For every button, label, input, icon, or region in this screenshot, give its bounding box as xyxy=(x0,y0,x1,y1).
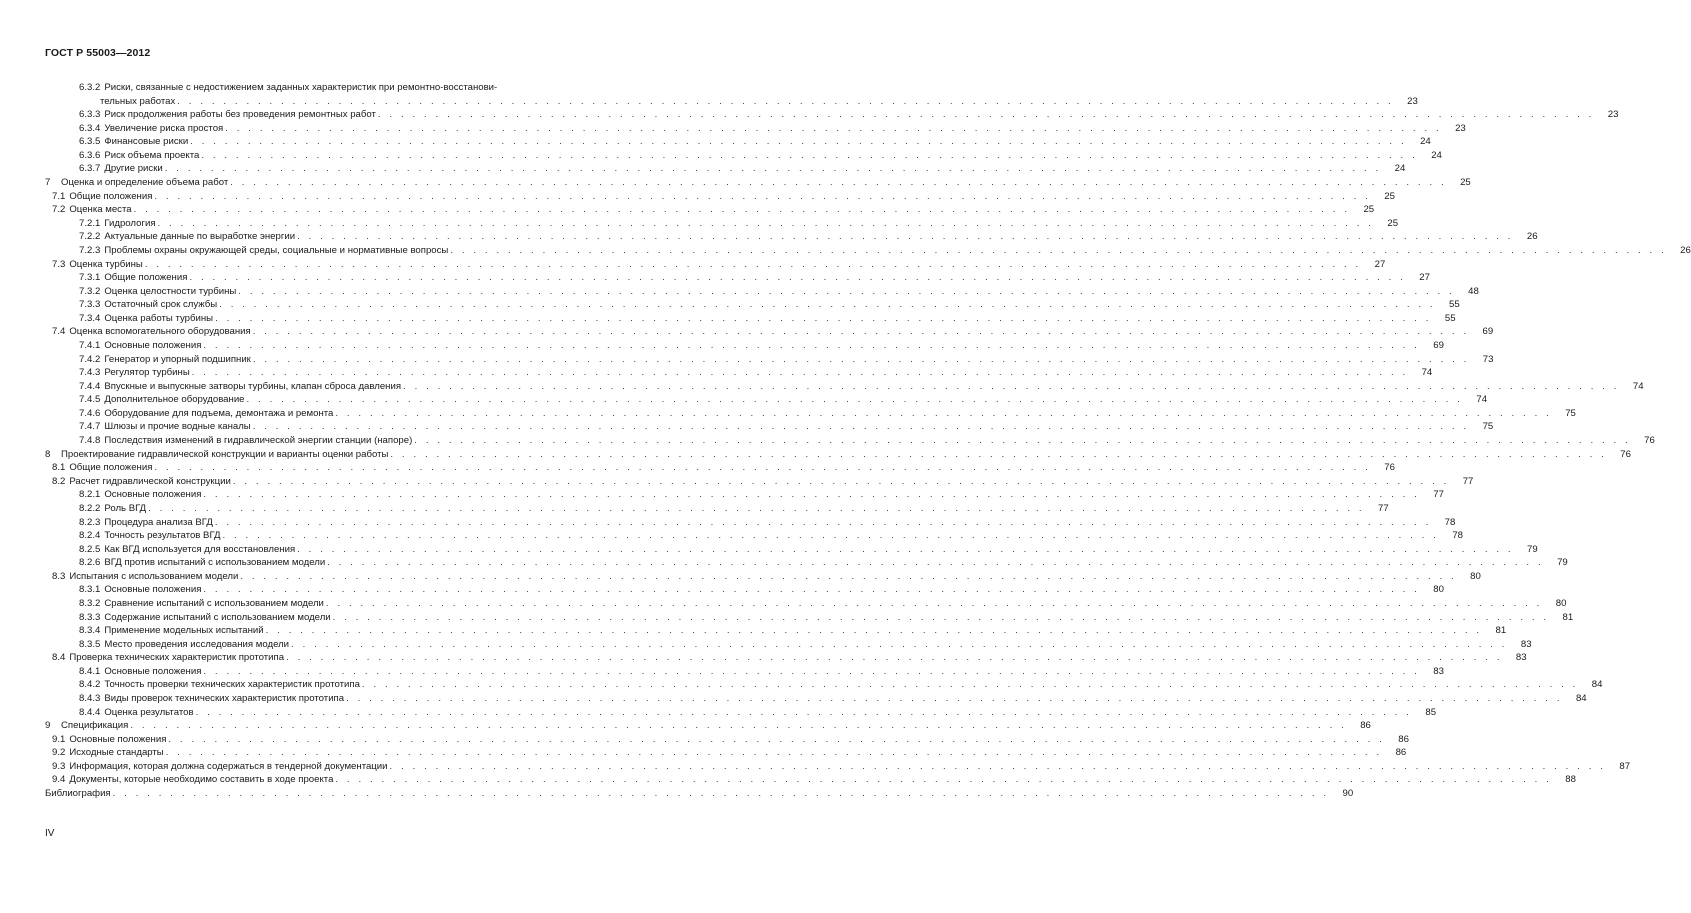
toc-entry[interactable] xyxy=(45,81,585,95)
toc-entry-number: 8.2.3 xyxy=(79,516,101,528)
toc-entry-number: 6.3.4 xyxy=(79,122,101,134)
toc-entry[interactable] xyxy=(45,773,1576,787)
toc-entry-page: 55 xyxy=(1449,299,1460,311)
toc-entry-title: Общие положения xyxy=(69,462,153,474)
toc-entry-title: Генератор и упорный подшипник xyxy=(104,353,251,365)
toc-leader-dots: . . . . . . . . . . . . . . . . . . . . . . . . . . . . . . . . . . . . . . . . . . . . . . . . . . . . . . . . . . . . . . . . . . . . . . . . . . . . . . . . . . . . . . . . . . . . . . . . . . . . . . . . . . xyxy=(332,611,1550,623)
toc-entry-page: 73 xyxy=(1482,353,1494,365)
toc-entry[interactable] xyxy=(45,597,1567,611)
toc-leader-dots: . . . . . . . . . . . . . . . . . . . . . . . . . . . . . . . . . . . . . . . . . . . . . . . . . . . . . . . . . . . . . . . . . . . . . . . . . . . . . . . . . . . . . . . . . . . . . . . . . . . . . . . . . . xyxy=(240,570,1457,582)
toc-entry-number: 8.3.3 xyxy=(79,611,101,623)
toc-entry-title: Роль ВГД xyxy=(104,502,147,514)
toc-entry[interactable] xyxy=(45,502,1389,516)
table-of-contents xyxy=(45,81,1691,801)
toc-entry-title: Основные положения xyxy=(104,665,202,677)
toc-entry[interactable] xyxy=(45,787,1354,801)
toc-entry[interactable] xyxy=(45,611,1574,625)
toc-entry-title: Расчет гидравлической конструкции xyxy=(69,475,231,487)
toc-entry[interactable] xyxy=(45,475,1474,489)
toc-leader-dots: . . . . . . . . . . . . . . . . . . . . . . . . . . . . . . . . . . . . . . . . . . . . . . . . . . . . . . . . . . . . . . . . . . . . . . . . . . . . . . . . . . . . . . . . . . . . . . . . . . . . . . . . . . xyxy=(154,190,1371,202)
toc-entry[interactable] xyxy=(45,434,1655,448)
toc-entry-title: Документы, которые необходимо составить в ходе проекта xyxy=(69,774,334,786)
toc-leader-dots: . . . . . . . . . . . . . . . . . . . . . . . . . . . . . . . . . . . . . . . . . . . . . . . . . . . . . . . . . . . . . . . . . . . . . . . . . . . . . . . . . . . . . . . . . . . . . . . . . . . . . . . . . . xyxy=(203,489,1420,501)
toc-entry-page: 86 xyxy=(1398,733,1409,745)
toc-entry-number: 7.1 xyxy=(52,190,66,202)
toc-entry-page: 24 xyxy=(1394,163,1406,175)
toc-leader-dots: . . . . . . . . . . . . . . . . . . . . . . . . . . . . . . . . . . . . . . . . . . . . . . . . . . . . . . . . . . . . . . . . . . . . . . . . . . . . . . . . . . . . . . . . . . . . . . . . . . . . . . . . . . xyxy=(133,204,1351,216)
toc-entry-title: Информация, которая должна содержаться в тендерной документации xyxy=(69,760,388,772)
toc-entry-title: Спецификация xyxy=(61,720,129,732)
toc-entry-page: 23 xyxy=(1607,109,1619,121)
toc-entry-title: Увеличение риска простоя xyxy=(104,122,224,134)
toc-entry-number: 7.2.2 xyxy=(79,231,101,243)
toc-entry[interactable] xyxy=(45,746,1407,760)
toc-entry-title: Основные положения xyxy=(104,584,202,596)
toc-entry-title: Основные положения xyxy=(104,339,202,351)
toc-entry-page: 80 xyxy=(1470,570,1481,582)
toc-leader-dots: . . . . . . . . . . . . . . . . . . . . . . . . . . . . . . . . . . . . . . . . . . . . . . . . . . . . . . . . . . . . . . . . . . . . . . . . . . . . . . . . . . . . . . . . . . . . . . . . . . . . . . . . . . xyxy=(154,462,1371,474)
toc-entry-number: 8 xyxy=(45,448,51,460)
toc-entry-title: Библиография xyxy=(45,788,111,800)
toc-leader-dots: . . . . . . . . . . . . . . . . . . . . . . . . . . . . . . . . . . . . . . . . . . . . . . . . . . . . . . . . . . . . . . . . . . . . . . . . . . . . . . . . . . . . . . . . . . . . . . . . . . . . . . . . . . xyxy=(144,258,1362,270)
toc-entry-title: Содержание испытаний с использованием модели xyxy=(104,611,331,623)
toc-entry-page: 90 xyxy=(1342,788,1354,800)
toc-leader-dots: . . . . . . . . . . . . . . . . . . . . . . . . . . . . . . . . . . . . . . . . . . . . . . . . . . . . . . . . . . . . . . . . . . . . . . . . . . . . . . . . . . . . . . . . . . . . . . . . . . . . . . . . . . xyxy=(232,475,1450,487)
toc-leader-dots: . . . . . . . . . . . . . . . . . . . . . . . . . . . . . . . . . . . . . . . . . . . . . . . . . . . . . . . . . . . . . . . . . . . . . . . . . . . . . . . . . . . . . . . . . . . . . . . . . . . . . . . . . . xyxy=(201,149,1418,161)
toc-leader-dots: . . . . . . . . . . . . . . . . . . . . . . . . . . . . . . . . . . . . . . . . . . . . . . . . . . . . . . . . . . . . . . . . . . . . . . . . . . . . . . . . . . . . . . . . . . . . . . . . . . . . . . . . . . xyxy=(203,339,1420,351)
toc-entry[interactable] xyxy=(45,149,1442,163)
toc-leader-dots: . . . . . . . . . . . . . . . . . . . . . . . . . . . . . . . . . . . . . . . . . . . . . . . . . . . . . . . . . . . . . . . . . . . . . . . . . . . . . . . . . . . . . . . . . . . . . . . . . . . . . . . . . . xyxy=(168,733,1385,745)
toc-entry-number: 7.2.3 xyxy=(79,244,101,256)
toc-entry[interactable] xyxy=(45,203,1375,217)
toc-leader-dots: . . . . . . . . . . . . . . . . . . . . . . . . . . . . . . . . . . . . . . . . . . . . . . . . . . . . . . . . . . . . . . . . . . . . . . . . . . . . . . . . . . . . . . . . . . . . . . . . . . . . . . . . . . xyxy=(222,530,1440,542)
toc-entry-number: 8.2 xyxy=(52,475,66,487)
toc-entry-number: 8.4.4 xyxy=(79,706,101,718)
toc-entry-title: Риск объема проекта xyxy=(104,149,200,161)
toc-entry-title: Риски, связанные с недостижением заданных характеристик при ремонтно-восстанови- xyxy=(104,82,498,93)
toc-leader-dots: . . . . . . . . . . . . . . . . . . . . . . . . . . . . . . . . . . . . . . . . . . . . . . . . . . . . . . . . . . . . . . . . . . . . . . . . . . . . . . . . . . . . . . . . . . . . . . . . . . . . . . . . . . xyxy=(215,312,1432,324)
toc-entry-page: 74 xyxy=(1421,367,1433,379)
toc-leader-dots: . . . . . . . . . . . . . . . . . . . . . . . . . . . . . . . . . . . . . . . . . . . . . . . . . . . . . . . . . . . . . . . . . . . . . . . . . . . . . . . . . . . . . . . . . . . . . . . . . . . . . . . . . . xyxy=(414,435,1631,447)
toc-entry-page: 76 xyxy=(1644,435,1655,447)
toc-entry[interactable] xyxy=(45,516,1456,530)
toc-entry-page: 69 xyxy=(1482,326,1494,338)
toc-entry-title: Финансовые риски xyxy=(104,136,189,148)
toc-entry-page: 77 xyxy=(1378,502,1389,514)
toc-entry[interactable] xyxy=(45,176,1471,190)
toc-entry-number: 8.3.5 xyxy=(79,638,101,650)
toc-entry[interactable] xyxy=(45,366,1433,380)
toc-entry-number: 8.2.1 xyxy=(79,489,101,501)
toc-leader-dots: . . . . . . . . . . . . . . . . . . . . . . . . . . . . . . . . . . . . . . . . . . . . . . . . . . . . . . . . . . . . . . . . . . . . . . . . . . . . . . . . . . . . . . . . . . . . . . . . . . . . . . . . . . xyxy=(230,177,1447,189)
toc-leader-dots: . . . . . . . . . . . . . . . . . . . . . . . . . . . . . . . . . . . . . . . . . . . . . . . . . . . . . . . . . . . . . . . . . . . . . . . . . . . . . . . . . . . . . . . . . . . . . . . . . . . . . . . . . . xyxy=(246,394,1464,406)
toc-entry-title: Шлюзы и прочие водные каналы xyxy=(104,421,251,433)
toc-leader-dots: . . . . . . . . . . . . . . . . . . . . . . . . . . . . . . . . . . . . . . . . . . . . . . . . . . . . . . . . . . . . . . . . . . . . . . . . . . . . . . . . . . . . . . . . . . . . . . . . . . . . . . . . . . xyxy=(238,285,1455,297)
toc-leader-dots: . . . . . . . . . . . . . . . . . . . . . . . . . . . . . . . . . . . . . . . . . . . . . . . . . . . . . . . . . . . . . . . . . . . . . . . . . . . . . . . . . . . . . . . . . . . . . . . . . . . . . . . . . . xyxy=(130,720,1347,732)
toc-entry-page: 83 xyxy=(1520,638,1532,650)
toc-entry-number: 9.2 xyxy=(52,747,66,759)
toc-leader-dots: . . . . . . . . . . . . . . . . . . . . . . . . . . . . . . . . . . . . . . . . . . . . . . . . . . . . . . . . . . . . . . . . . . . . . . . . . . . . . . . . . . . . . . . . . . . . . . . . . . . . . . . . . . xyxy=(297,231,1514,243)
toc-entry-number: 7.3.3 xyxy=(79,299,101,311)
toc-entry-page: 81 xyxy=(1562,611,1574,623)
toc-entry-title: Виды проверок технических характеристик прототипа xyxy=(104,693,345,705)
toc-entry-title: Оценка целостности турбины xyxy=(104,285,237,297)
toc-entry-number: 6.3.3 xyxy=(79,109,101,121)
toc-entry-page: 23 xyxy=(1407,95,1418,107)
toc-entry-title: Оборудование для подъема, демонтажа и ремонта xyxy=(104,407,334,419)
toc-entry-title: Как ВГД используется для восстановления xyxy=(104,543,296,555)
toc-entry-title: Дополнительное оборудование xyxy=(104,394,245,406)
toc-leader-dots: . . . . . . . . . . . . . . . . . . . . . . . . . . . . . . . . . . . . . . . . . . . . . . . . . . . . . . . . . . . . . . . . . . . . . . . . . . . . . . . . . . . . . . . . . . . . . . . . . . . . . . . . . . xyxy=(297,543,1514,555)
toc-entry-page: 76 xyxy=(1384,462,1395,474)
toc-entry[interactable] xyxy=(45,420,1494,434)
toc-leader-dots: . . . . . . . . . . . . . . . . . . . . . . . . . . . . . . . . . . . . . . . . . . . . . . . . . . . . . . . . . . . . . . . . . . . . . . . . . . . . . . . . . . . . . . . . . . . . . . . . . . . . . . . . . . xyxy=(291,638,1508,650)
toc-entry-page: 87 xyxy=(1619,760,1631,772)
toc-entry[interactable] xyxy=(45,638,1532,652)
toc-entry-number: 7.3.4 xyxy=(79,312,101,324)
toc-entry-number: 7.4.3 xyxy=(79,367,101,379)
toc-entry-number: 8.4 xyxy=(52,652,66,664)
toc-entry-page: 88 xyxy=(1565,774,1576,786)
toc-entry-page: 76 xyxy=(1620,448,1631,460)
toc-leader-dots: . . . . . . . . . . . . . . . . . . . . . . . . . . . . . . . . . . . . . . . . . . . . . . . . . . . . . . . . . . . . . . . . . . . . . . . . . . . . . . . . . . . . . . . . . . . . . . . . . . . . . . . . . . xyxy=(190,136,1407,148)
toc-entry[interactable] xyxy=(45,719,1371,733)
toc-entry-page: 84 xyxy=(1575,693,1587,705)
toc-entry-page: 78 xyxy=(1452,530,1464,542)
toc-entry-title: Основные положения xyxy=(104,489,202,501)
toc-entry-title: Проектирование гидравлической конструкции и варианты оценки работы xyxy=(61,448,389,460)
toc-leader-dots: . . . . . . . . . . . . . . . . . . . . . . . . . . . . . . . . . . . . . . . . . . . . . . . . . . . . . . . . . . . . . . . . . . . . . . . . . . . . . . . . . . . . . . . . . . . . . . . . . . . . . . . . . . xyxy=(403,380,1620,392)
toc-entry-page: 77 xyxy=(1433,489,1444,501)
toc-entry-number: 7.4.5 xyxy=(79,394,101,406)
toc-entry-number: 7.4.2 xyxy=(79,353,101,365)
toc-entry[interactable] xyxy=(45,380,1644,394)
toc-entry-number: 8.2.5 xyxy=(79,543,101,555)
toc-entry-title: Основные положения xyxy=(69,733,167,745)
toc-entry-page: 83 xyxy=(1515,652,1527,664)
toc-entry-page: 80 xyxy=(1555,597,1567,609)
toc-leader-dots: . . . . . . . . . . . . . . . . . . . . . . . . . . . . . . . . . . . . . . . . . . . . . . . . . . . . . . . . . . . . . . . . . . . . . . . . . . . . . . . . . . . . . . . . . . . . . . . . . . . . . . . . . . xyxy=(148,502,1365,514)
toc-entry-page: 48 xyxy=(1468,285,1479,297)
toc-entry[interactable] xyxy=(45,285,1479,299)
toc-entry[interactable] xyxy=(45,122,1466,136)
toc-leader-dots: . . . . . . . . . . . . . . . . . . . . . . . . . . . . . . . . . . . . . . . . . . . . . . . . . . . . . . . . . . . . . . . . . . . . . . . . . . . . . . . . . . . . . . . . . . . . . . . . . . . . . . . . . . xyxy=(252,353,1470,365)
toc-entry-number: 7.4 xyxy=(52,326,66,338)
toc-entry-number: 7.4.6 xyxy=(79,407,101,419)
toc-entry-title: Проблемы охраны окружающей среды, социальные и нормативные вопросы xyxy=(104,244,449,256)
toc-leader-dots: . . . . . . . . . . . . . . . . . . . . . . . . . . . . . . . . . . . . . . . . . . . . . . . . . . . . . . . . . . . . . . . . . . . . . . . . . . . . . . . . . . . . . . . . . . . . . . . . . . . . . . . . . . xyxy=(286,652,1503,664)
toc-entry-number: 9 xyxy=(45,720,51,732)
toc-entry-page: 23 xyxy=(1455,122,1466,134)
page-number: IV xyxy=(45,828,55,839)
toc-entry-title: Точность проверки технических характеристик прототипа xyxy=(104,679,360,691)
toc-entry[interactable] xyxy=(45,298,1460,312)
toc-entry[interactable] xyxy=(45,407,1576,421)
toc-entry-page: 26 xyxy=(1680,244,1691,256)
toc-leader-dots: . . . . . . . . . . . . . . . . . . . . . . . . . . . . . . . . . . . . . . . . . . . . . . . . . . . . . . . . . . . . . . . . . . . . . . . . . . . . . . . . . . . . . . . . . . . . . . . . . . . . . . . . . . xyxy=(203,584,1420,596)
toc-entry-number: 8.3 xyxy=(52,570,66,582)
toc-entry-title: Общие положения xyxy=(69,190,153,202)
toc-entry-title: Исходные стандарты xyxy=(69,747,164,759)
toc-entry-number: 8.4.1 xyxy=(79,665,101,677)
toc-leader-dots: . . . . . . . . . . . . . . . . . . . . . . . . . . . . . . . . . . . . . . . . . . . . . . . . . . . . . . . . . . . . . . . . . . . . . . . . . . . . . . . . . . . . . . . . . . . . . . . . . . . . . . . . . . xyxy=(203,665,1420,677)
toc-entry-title: Впускные и выпускные затворы турбины, клапан сброса давления xyxy=(104,380,402,392)
toc-leader-dots: . . . . . . . . . . . . . . . . . . . . . . . . . . . . . . . . . . . . . . . . . . . . . . . . . . . . . . . . . . . . . . . . . . . . . . . . . . . . . . . . . . . . . . . . . . . . . . . . . . . . . . . . . . xyxy=(177,95,1394,107)
toc-entry-title: Оценка и определение объема работ xyxy=(61,177,229,189)
toc-entry-title: Оценка места xyxy=(69,204,132,216)
toc-entry-number: 8.2.6 xyxy=(79,557,101,569)
toc-entry-page: 83 xyxy=(1433,665,1444,677)
toc-leader-dots: . . . . . . . . . . . . . . . . . . . . . . . . . . . . . . . . . . . . . . . . . . . . . . . . . . . . . . . . . . . . . . . . . . . . . . . . . . . . . . . . . . . . . . . . . . . . . . . . . . . . . . . . . . xyxy=(389,760,1607,772)
toc-leader-dots: . . . . . . . . . . . . . . . . . . . . . . . . . . . . . . . . . . . . . . . . . . . . . . . . . . . . . . . . . . . . . . . . . . . . . . . . . . . . . . . . . . . . . . . . . . . . . . . . . . . . . . . . . . xyxy=(252,326,1470,338)
toc-entry[interactable] xyxy=(45,461,1395,475)
toc-entry-number: 6.3.7 xyxy=(79,163,101,175)
toc-entry-number: 7 xyxy=(45,177,51,189)
toc-entry[interactable] xyxy=(45,583,1444,597)
toc-entry-title: Риск продолжения работы без проведения ремонтных работ xyxy=(104,109,376,121)
toc-entry[interactable] xyxy=(45,448,1631,462)
toc-entry-number: 9.3 xyxy=(52,760,66,772)
toc-entry-page: 79 xyxy=(1557,557,1568,569)
toc-entry-number: 8.3.1 xyxy=(79,584,101,596)
toc-entry-number: 8.4.3 xyxy=(79,693,101,705)
toc-leader-dots: . . . . . . . . . . . . . . . . . . . . . . . . . . . . . . . . . . . . . . . . . . . . . . . . . . . . . . . . . . . . . . . . . . . . . . . . . . . . . . . . . . . . . . . . . . . . . . . . . . . . . . . . . . xyxy=(346,693,1563,705)
toc-entry[interactable] xyxy=(45,488,1444,502)
toc-entry-page: 77 xyxy=(1462,475,1474,487)
toc-entry-number: 6.3.2 xyxy=(79,82,101,93)
toc-entry-title: Оценка работы турбины xyxy=(104,312,214,324)
toc-entry-page: 25 xyxy=(1363,204,1375,216)
toc-entry[interactable] xyxy=(45,339,1444,353)
toc-entry-title: ВГД против испытаний с использованием модели xyxy=(104,557,326,569)
toc-entry-title: тельных работах xyxy=(100,95,176,107)
toc-entry[interactable] xyxy=(45,393,1488,407)
toc-entry[interactable] xyxy=(45,556,1568,570)
toc-leader-dots: . . . . . . . . . . . . . . . . . . . . . . . . . . . . . . . . . . . . . . . . . . . . . . . . . . . . . . . . . . . . . . . . . . . . . . . . . . . . . . . . . . . . . . . . . . . . . . . . . . . . . . . . . . xyxy=(335,407,1552,419)
toc-leader-dots: . . . . . . . . . . . . . . . . . . . . . . . . . . . . . . . . . . . . . . . . . . . . . . . . . . . . . . . . . . . . . . . . . . . . . . . . . . . . . . . . . . . . . . . . . . . . . . . . . . . . . . . . . . xyxy=(252,421,1470,433)
toc-leader-dots: . . . . . . . . . . . . . . . . . . . . . . . . . . . . . . . . . . . . . . . . . . . . . . . . . . . . . . . . . . . . . . . . . . . . . . . . . . . . . . . . . . . . . . . . . . . . . . . . . . . . . . . . . . xyxy=(265,625,1483,637)
toc-leader-dots: . . . . . . . . . . . . . . . . . . . . . . . . . . . . . . . . . . . . . . . . . . . . . . . . . . . . . . . . . . . . . . . . . . . . . . . . . . . . . . . . . . . . . . . . . . . . . . . . . . . . . . . . . . xyxy=(164,163,1382,175)
toc-entry-page: 80 xyxy=(1433,584,1444,596)
toc-entry-page: 25 xyxy=(1384,190,1395,202)
toc-entry-number: 7.3.1 xyxy=(79,272,101,284)
toc-entry-number: 7.4.1 xyxy=(79,339,101,351)
toc-entry-number: 7.4.8 xyxy=(79,435,101,447)
toc-entry-number: 8.2.2 xyxy=(79,502,101,514)
toc-leader-dots: . . . . . . . . . . . . . . . . . . . . . . . . . . . . . . . . . . . . . . . . . . . . . . . . . . . . . . . . . . . . . . . . . . . . . . . . . . . . . . . . . . . . . . . . . . . . . . . . . . . . . . . . . . xyxy=(327,557,1544,569)
toc-entry-number: 6.3.5 xyxy=(79,136,101,148)
toc-entry-number: 7.4.7 xyxy=(79,421,101,433)
toc-leader-dots: . . . . . . . . . . . . . . . . . . . . . . . . . . . . . . . . . . . . . . . . . . . . . . . . . . . . . . . . . . . . . . . . . . . . . . . . . . . . . . . . . . . . . . . . . . . . . . . . . . . . . . . . . . xyxy=(165,747,1383,759)
toc-entry-page: 81 xyxy=(1495,625,1507,637)
toc-entry[interactable] xyxy=(45,217,1399,231)
toc-entry[interactable] xyxy=(45,230,1538,244)
toc-leader-dots: . . . . . . . . . . . . . . . . . . . . . . . . . . . . . . . . . . . . . . . . . . . . . . . . . . . . . . . . . . . . . . . . . . . . . . . . . . . . . . . . . . . . . . . . . . . . . . . . . . . . . . . . . . xyxy=(390,448,1607,460)
toc-entry-number: 7.3 xyxy=(52,258,66,270)
toc-entry-page: 69 xyxy=(1433,339,1444,351)
toc-entry-title: Общие положения xyxy=(104,272,188,284)
toc-entry-number: 7.3.2 xyxy=(79,285,101,297)
toc-entry[interactable] xyxy=(45,135,1431,149)
toc-entry-title: Испытания с использованием модели xyxy=(69,570,239,582)
toc-entry-page: 27 xyxy=(1419,272,1430,284)
toc-entry-title: Место проведения исследования модели xyxy=(104,638,290,650)
toc-entry-title: Остаточный срок службы xyxy=(104,299,218,311)
toc-entry-title: Точность результатов ВГД xyxy=(104,530,221,542)
toc-entry-page: 86 xyxy=(1395,747,1407,759)
toc-leader-dots: . . . . . . . . . . . . . . . . . . . . . . . . . . . . . . . . . . . . . . . . . . . . . . . . . . . . . . . . . . . . . . . . . . . . . . . . . . . . . . . . . . . . . . . . . . . . . . . . . . . . . . . . . . xyxy=(325,597,1543,609)
toc-entry-title: Оценка вспомогательного оборудования xyxy=(69,326,251,338)
document-header: ГОСТ Р 55003—2012 xyxy=(45,47,151,59)
toc-entry-page: 25 xyxy=(1387,217,1399,229)
toc-entry[interactable] xyxy=(45,244,1691,258)
toc-entry-number: 7.2.1 xyxy=(79,217,101,229)
toc-leader-dots: . . . . . . . . . . . . . . . . . . . . . . . . . . . . . . . . . . . . . . . . . . . . . . . . . . . . . . . . . . . . . . . . . . . . . . . . . . . . . . . . . . . . . . . . . . . . . . . . . . . . . . . . . . xyxy=(450,244,1667,256)
toc-entry[interactable] xyxy=(45,760,1631,774)
toc-entry-title: Гидрология xyxy=(104,217,156,229)
toc-entry-number: 9.1 xyxy=(52,733,66,745)
toc-entry-number: 8.4.2 xyxy=(79,679,101,691)
toc-entry-page: 85 xyxy=(1425,706,1437,718)
toc-entry-page: 78 xyxy=(1444,516,1456,528)
toc-entry-page: 25 xyxy=(1460,177,1471,189)
toc-entry-page: 26 xyxy=(1526,231,1538,243)
toc-entry[interactable] xyxy=(45,353,1494,367)
toc-entry-page: 27 xyxy=(1374,258,1386,270)
toc-entry-page: 24 xyxy=(1431,149,1442,161)
toc-leader-dots: . . . . . . . . . . . . . . . . . . . . . . . . . . . . . . . . . . . . . . . . . . . . . . . . . . . . . . . . . . . . . . . . . . . . . . . . . . . . . . . . . . . . . . . . . . . . . . . . . . . . . . . . . . xyxy=(361,679,1579,691)
toc-entry[interactable] xyxy=(45,258,1386,272)
toc-leader-dots: . . . . . . . . . . . . . . . . . . . . . . . . . . . . . . . . . . . . . . . . . . . . . . . . . . . . . . . . . . . . . . . . . . . . . . . . . . . . . . . . . . . . . . . . . . . . . . . . . . . . . . . . . . xyxy=(225,122,1442,134)
toc-entry[interactable] xyxy=(45,529,1464,543)
toc-entry[interactable] xyxy=(45,325,1494,339)
toc-entry-title: Применение модельных испытаний xyxy=(104,625,264,637)
toc-entry-number: 7.4.4 xyxy=(79,380,101,392)
toc-entry[interactable] xyxy=(45,271,1430,285)
toc-entry-number: 8.3.2 xyxy=(79,597,101,609)
toc-entry[interactable] xyxy=(45,733,1409,747)
toc-entry-title: Регулятор турбины xyxy=(104,367,190,379)
toc-entry[interactable] xyxy=(45,312,1456,326)
toc-entry[interactable] xyxy=(45,651,1527,665)
toc-entry-title: Последствия изменений в гидравлической энергии станции (напоре) xyxy=(104,435,413,447)
toc-entry-title: Актуальные данные по выработке энергии xyxy=(104,231,296,243)
toc-entry[interactable] xyxy=(45,692,1587,706)
toc-entry-page: 79 xyxy=(1527,543,1538,555)
toc-entry-title: Оценка турбины xyxy=(69,258,143,270)
toc-entry[interactable] xyxy=(45,665,1444,679)
toc-entry[interactable] xyxy=(45,706,1437,720)
toc-leader-dots: . . . . . . . . . . . . . . . . . . . . . . . . . . . . . . . . . . . . . . . . . . . . . . . . . . . . . . . . . . . . . . . . . . . . . . . . . . . . . . . . . . . . . . . . . . . . . . . . . . . . . . . . . . xyxy=(112,788,1330,800)
toc-entry-page: 74 xyxy=(1476,394,1488,406)
toc-entry[interactable] xyxy=(45,190,1395,204)
toc-leader-dots: . . . . . . . . . . . . . . . . . . . . . . . . . . . . . . . . . . . . . . . . . . . . . . . . . . . . . . . . . . . . . . . . . . . . . . . . . . . . . . . . . . . . . . . . . . . . . . . . . . . . . . . . . . xyxy=(191,367,1409,379)
toc-entry-number: 9.4 xyxy=(52,774,66,786)
toc-entry-title: Оценка результатов xyxy=(104,706,194,718)
toc-entry-page: 86 xyxy=(1360,720,1371,732)
toc-entry-number: 8.2.4 xyxy=(79,530,101,542)
toc-leader-dots: . . . . . . . . . . . . . . . . . . . . . . . . . . . . . . . . . . . . . . . . . . . . . . . . . . . . . . . . . . . . . . . . . . . . . . . . . . . . . . . . . . . . . . . . . . . . . . . . . . . . . . . . . . xyxy=(157,217,1375,229)
toc-entry-page: 84 xyxy=(1591,679,1603,691)
toc-entry-page: 75 xyxy=(1565,407,1576,419)
toc-entry-page: 75 xyxy=(1482,421,1494,433)
toc-entry-title: Другие риски xyxy=(104,163,163,175)
toc-entry-number: 8.1 xyxy=(52,462,66,474)
toc-leader-dots: . . . . . . . . . . . . . . . . . . . . . . . . . . . . . . . . . . . . . . . . . . . . . . . . . . . . . . . . . . . . . . . . . . . . . . . . . . . . . . . . . . . . . . . . . . . . . . . . . . . . . . . . . . xyxy=(195,706,1413,718)
toc-entry[interactable] xyxy=(45,678,1603,692)
toc-entry[interactable] xyxy=(45,95,1418,109)
toc-entry-number: 7.2 xyxy=(52,204,66,216)
toc-entry-page: 74 xyxy=(1632,380,1644,392)
toc-entry[interactable] xyxy=(45,543,1538,557)
toc-entry-page: 24 xyxy=(1420,136,1431,148)
toc-entry-number: 8.3.4 xyxy=(79,625,101,637)
toc-leader-dots: . . . . . . . . . . . . . . . . . . . . . . . . . . . . . . . . . . . . . . . . . . . . . . . . . . . . . . . . . . . . . . . . . . . . . . . . . . . . . . . . . . . . . . . . . . . . . . . . . . . . . . . . . . xyxy=(377,109,1595,121)
toc-entry[interactable] xyxy=(45,108,1619,122)
toc-entry[interactable] xyxy=(45,162,1406,176)
toc-entry-number: 6.3.6 xyxy=(79,149,101,161)
toc-entry-title: Процедура анализа ВГД xyxy=(104,516,213,528)
toc-entry[interactable] xyxy=(45,624,1507,638)
toc-entry[interactable] xyxy=(45,570,1481,584)
toc-leader-dots: . . . . . . . . . . . . . . . . . . . . . . . . . . . . . . . . . . . . . . . . . . . . . . . . . . . . . . . . . . . . . . . . . . . . . . . . . . . . . . . . . . . . . . . . . . . . . . . . . . . . . . . . . . xyxy=(214,516,1432,528)
toc-entry-title: Сравнение испытаний с использованием модели xyxy=(104,597,324,609)
toc-entry-title: Проверка технических характеристик прототипа xyxy=(69,652,285,664)
toc-leader-dots: . . . . . . . . . . . . . . . . . . . . . . . . . . . . . . . . . . . . . . . . . . . . . . . . . . . . . . . . . . . . . . . . . . . . . . . . . . . . . . . . . . . . . . . . . . . . . . . . . . . . . . . . . . xyxy=(219,299,1436,311)
toc-leader-dots: . . . . . . . . . . . . . . . . . . . . . . . . . . . . . . . . . . . . . . . . . . . . . . . . . . . . . . . . . . . . . . . . . . . . . . . . . . . . . . . . . . . . . . . . . . . . . . . . . . . . . . . . . . xyxy=(335,774,1552,786)
toc-entry-page: 55 xyxy=(1444,312,1456,324)
toc-leader-dots: . . . . . . . . . . . . . . . . . . . . . . . . . . . . . . . . . . . . . . . . . . . . . . . . . . . . . . . . . . . . . . . . . . . . . . . . . . . . . . . . . . . . . . . . . . . . . . . . . . . . . . . . . . xyxy=(189,272,1406,284)
